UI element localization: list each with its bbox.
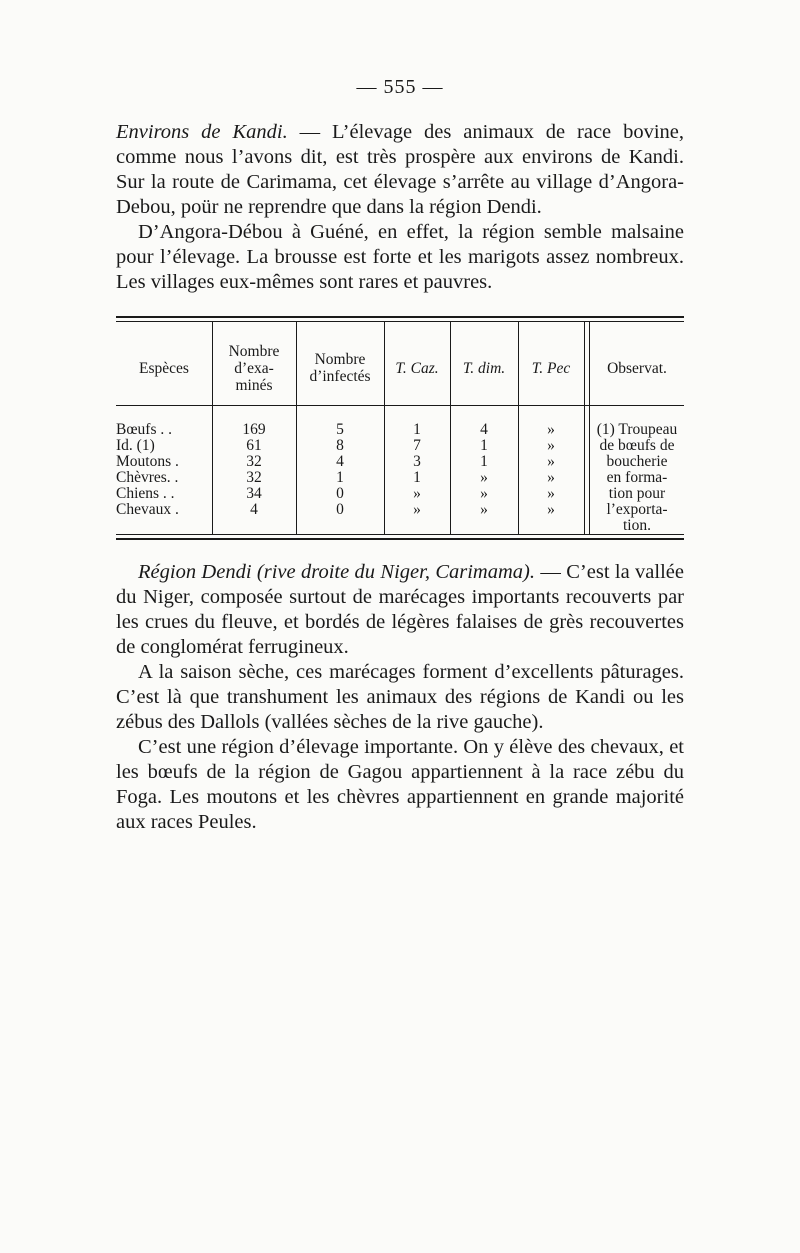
- paragraph-saison-seche: [116, 660, 684, 735]
- paragraph-text: — L’élevage des animaux de race bovine, comme nous l’avons dit, est très prospère aux environs de Kandi. Sur la route de Carimama, cet élevage s’arrête au village d’Angora-Debou, poür ne reprendre que dans la région Dendi.: [116, 121, 684, 218]
- header-examines-line: minés: [235, 376, 273, 394]
- table-cell-t-caz: 7: [413, 437, 421, 454]
- paragraph-text: — C’est la vallée du Niger, composée surtout de marécages importants recouverts par les crues du fleuve, et bordés de légères falaises de grès recouvertes de conglomérat ferrugineux.: [116, 561, 684, 658]
- paragraph-region-elevage: [116, 735, 684, 835]
- header-examines-line: d’exa-: [234, 359, 274, 377]
- table-cell-espece: Chèvres. .: [116, 469, 179, 486]
- paragraph-lead: Région Dendi (rive droite du Niger, Carimama).: [138, 561, 535, 583]
- table-cell-examines: 61: [246, 437, 262, 454]
- table-cell-infectes: 8: [336, 437, 344, 454]
- table-cell-t-pec: »: [547, 501, 555, 518]
- table-cell-t-caz: »: [413, 501, 421, 518]
- table-cell-t-caz: 1: [413, 469, 421, 486]
- table-cell-t-pec: »: [547, 437, 555, 454]
- table-cell-t-dim: »: [480, 485, 488, 502]
- table-cell-t-caz: »: [413, 485, 421, 502]
- paragraph-region-dendi: [116, 560, 684, 660]
- observation-line: boucherie: [606, 453, 668, 470]
- paragraph-text: C’est une région d’élevage importante. On y élève des chevaux, et les bœufs de la région de Gagou appartiennent à la race zébu du Foga. Les moutons et les chèvres appartiennent en grande majorité aux races Peules.: [116, 736, 684, 833]
- table-cell-espece: Bœufs . .: [116, 421, 172, 438]
- observation-line: de bœufs de: [599, 437, 675, 454]
- table-cell-examines: 34: [246, 485, 262, 502]
- table-cell-t-dim: »: [480, 469, 488, 486]
- observation-note: [590, 422, 684, 534]
- table-bottom-rule: [116, 534, 684, 535]
- table-cell-t-pec: »: [547, 469, 555, 486]
- header-infectes-line: d’infectés: [309, 368, 371, 385]
- table-cell-t-pec: »: [547, 453, 555, 470]
- header-infectes-line: Nombre: [314, 351, 366, 368]
- table-cell-espece: Id. (1): [116, 437, 155, 454]
- table-cell-t-dim: »: [480, 501, 488, 518]
- table-cell-espece: Chevaux .: [116, 501, 179, 518]
- header-t-dim: T. dim.: [462, 359, 506, 377]
- observation-line: l’exporta-: [606, 501, 668, 518]
- table-cell-t-dim: 1: [480, 437, 488, 454]
- page-number: — 555 —: [356, 76, 444, 98]
- table-top-rule-thin: [116, 321, 684, 322]
- table-cell-infectes: 4: [336, 453, 344, 470]
- table-cell-examines: 169: [242, 421, 266, 438]
- table-cell-espece: Chiens . .: [116, 485, 175, 502]
- table-cell-t-dim: 1: [480, 453, 488, 470]
- table-cell-examines: 32: [246, 453, 262, 470]
- paragraph-text: A la saison sèche, ces marécages forment d’excellents pâturages. C’est là que transhument les animaux des régions de Kandi ou les zébus des Dallols (vallées sèches de la rive gauche).: [116, 661, 684, 733]
- paragraph-text: D’Angora-Débou à Guéné, en effet, la région semble malsaine pour l’élevage. La brousse est forte et les marigots assez nombreux. Les villages eux-mêmes sont rares et pauvres.: [116, 221, 684, 293]
- header-t-pec: T. Pec: [531, 359, 571, 377]
- observation-line: en forma-: [606, 469, 668, 486]
- table-cell-t-caz: 1: [413, 421, 421, 438]
- table-cell-espece: Moutons .: [116, 453, 179, 470]
- table-cell-infectes: 5: [336, 421, 344, 438]
- paragraph-environs-kandi: [116, 120, 684, 220]
- table-cell-examines: 4: [250, 501, 258, 518]
- table-top-rule: [116, 316, 684, 318]
- paragraph-angora-guene: [116, 220, 684, 295]
- paragraph-lead: Environs de Kandi.: [116, 121, 288, 143]
- header-t-caz: T. Caz.: [395, 359, 439, 377]
- table-cell-infectes: 0: [336, 501, 344, 518]
- header-examines-line: Nombre: [228, 342, 280, 360]
- header-especes: Espèces: [139, 359, 189, 377]
- observation-line: (1) Troupeau: [596, 421, 678, 438]
- header-infectes: [296, 324, 384, 412]
- table-bottom-rule-thick: [116, 538, 684, 540]
- table-cell-t-caz: 3: [413, 453, 421, 470]
- table-cell-examines: 32: [246, 469, 262, 486]
- table-cell-t-dim: 4: [480, 421, 488, 438]
- table-cell-infectes: 1: [336, 469, 344, 486]
- observation-line: tion.: [623, 517, 651, 534]
- table-cell-infectes: 0: [336, 485, 344, 502]
- header-examines: [212, 324, 296, 412]
- header-observat: Observat.: [607, 359, 667, 377]
- livestock-table: [116, 316, 684, 542]
- table-cell-t-pec: »: [547, 421, 555, 438]
- table-cell-t-pec: »: [547, 485, 555, 502]
- observation-line: tion pour: [608, 485, 666, 502]
